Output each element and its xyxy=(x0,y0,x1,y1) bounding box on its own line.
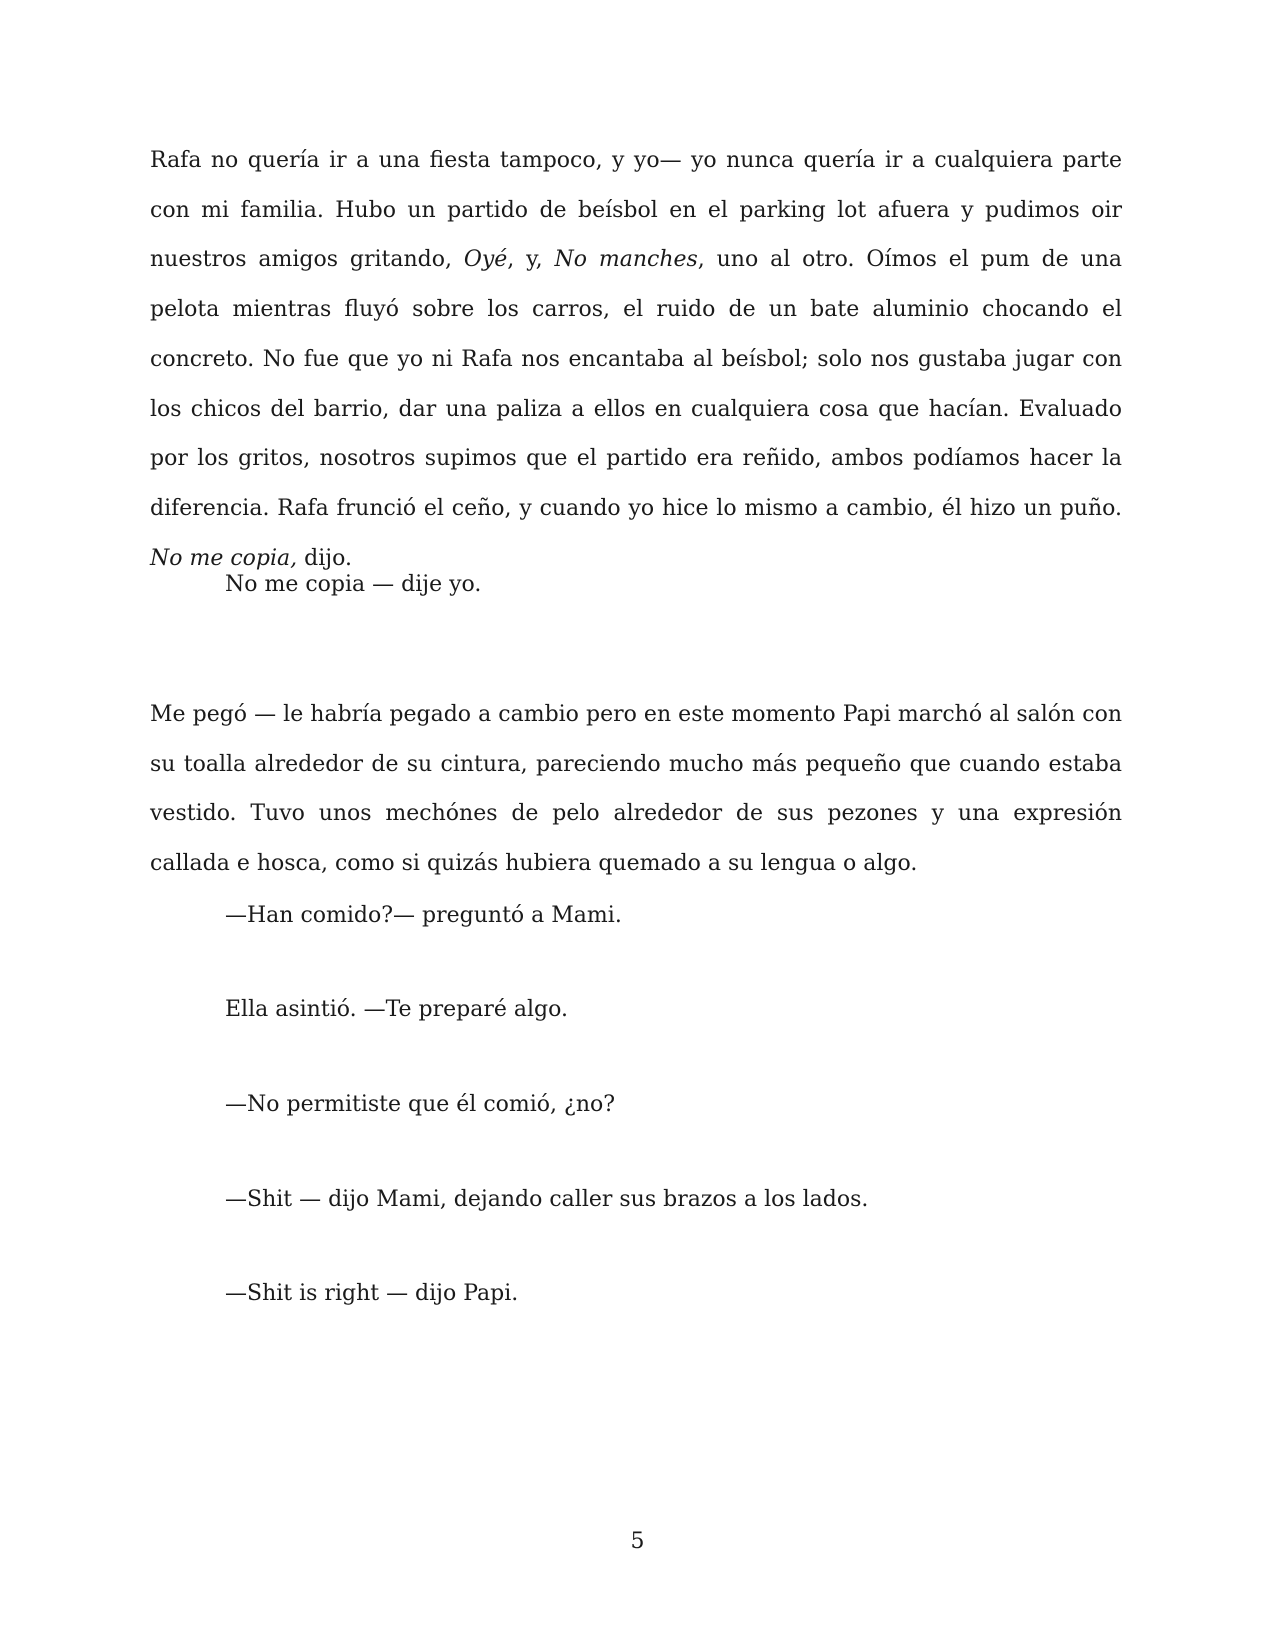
dialogue-line-3: —No permitiste que él comió, ¿no? xyxy=(225,1092,616,1117)
dialogue-line-1: —Han comido?— preguntó a Mami. xyxy=(225,903,622,928)
page-number: 5 xyxy=(630,1529,645,1554)
paragraph-opening-text-2: , y, xyxy=(507,247,555,273)
italic-no-manches: No manches xyxy=(554,247,698,273)
italic-oye: Oyé xyxy=(463,247,508,273)
dialogue-line-2: Ella asintió. —Te preparé algo. xyxy=(225,997,568,1022)
paragraph-papi: Me pegó — le habría pegado a cambio pero en este momento Papi marchó al salón con su toalla alrededor de su cintura, pareciendo mucho más pequeño que cuando estaba vestido. Tuvo unos mechónes de pelo alrededor de sus pezones y una expresión callada e hosca, como si quizás hubiera quemado a su lengua o algo. xyxy=(150,702,1122,877)
paragraph-opening xyxy=(150,136,1122,583)
italic-no-me-copia: No me copia, xyxy=(150,545,298,571)
paragraph-opening-text-3: , uno al otro. Oímos el pum de una pelota mientras fluyó sobre los carros, el ruido de un bate aluminio chocando el concreto. No fue que yo ni Rafa nos encantaba al beísbol; solo nos gustaba jugar con los chicos del barrio, dar una paliza a ellos en cualquiera cosa que hacían. Evaluado por los gritos, nosotros supimos que el partido era reñido, ambos podíamos hacer la diferencia. Rafa frunció el ceño, y cuando yo hice lo mismo a cambio, él hizo un puño. xyxy=(150,247,1122,521)
line-no-me-copia: No me copia — dije yo. xyxy=(225,572,482,597)
paragraph-opening-text-1: Rafa no quería ir a una fiesta tampoco, y yo— yo nunca quería ir a cualquiera parte con mi familia. Hubo un partido de beísbol en el parking lot afuera y pudimos oir nuestros amigos gritando, xyxy=(150,148,1122,273)
dialogue-line-4: —Shit — dijo Mami, dejando caller sus brazos a los lados. xyxy=(225,1187,869,1212)
dialogue-line-5: —Shit is right — dijo Papi. xyxy=(225,1281,519,1306)
paragraph-opening-text-4: dijo. xyxy=(297,545,352,571)
